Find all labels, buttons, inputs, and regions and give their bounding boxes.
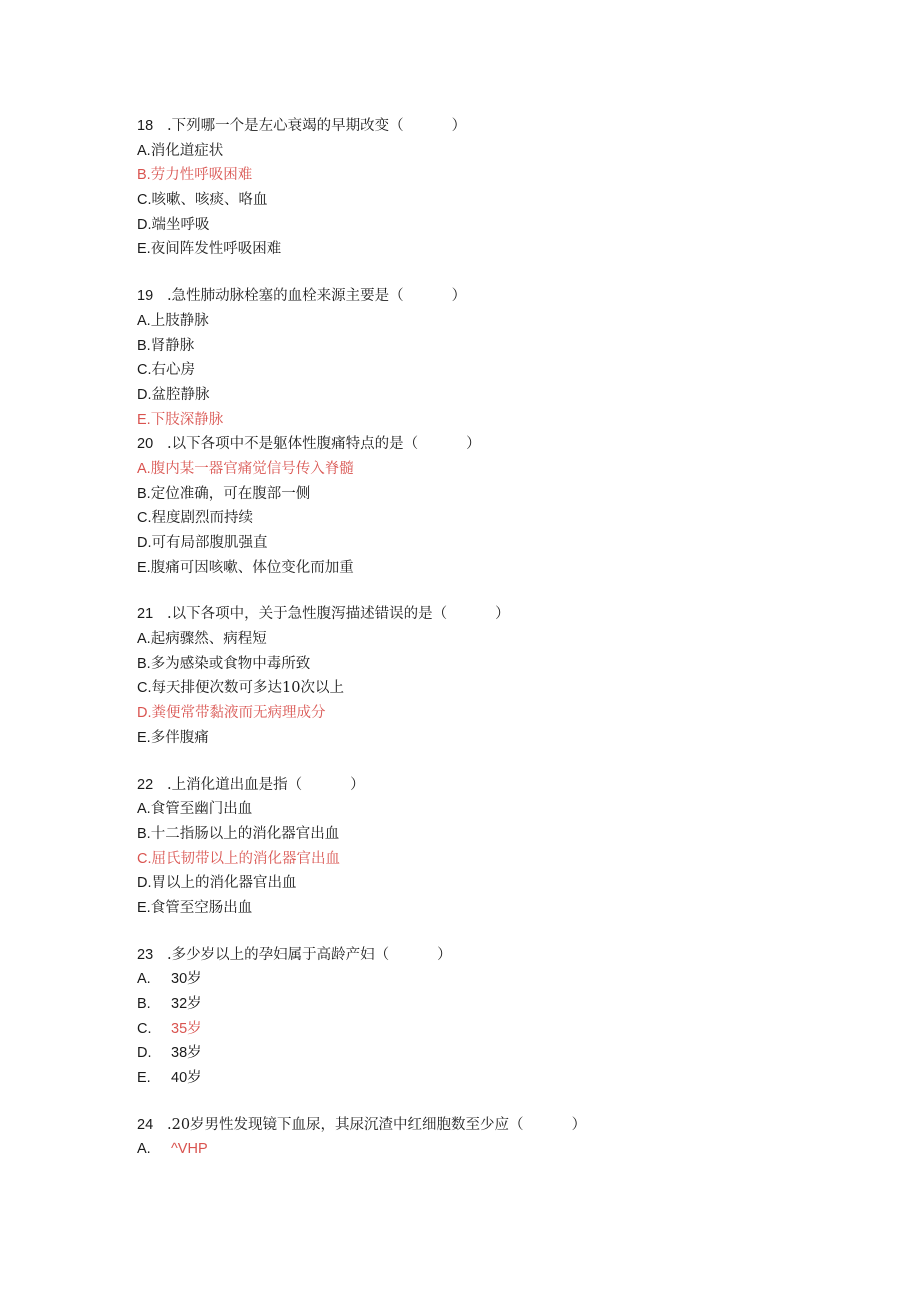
close-paren: ） (451, 118, 467, 134)
question-stem (137, 943, 857, 968)
option-text: 十二指肠以上的消化器官出血 (150, 825, 340, 842)
option-letter: E. (137, 559, 151, 576)
option-letter: C. (137, 362, 152, 379)
option (137, 822, 857, 847)
option (137, 797, 857, 822)
option-text: 夜间阵发性呼吸困难 (150, 241, 282, 258)
option-text: 起病骤然、病程短 (150, 631, 267, 648)
question-text: .以下各项中，关于急性腹泻描述错误的是（ (167, 606, 448, 623)
option-letter: A. (137, 142, 151, 159)
option (137, 383, 857, 408)
option (137, 309, 857, 334)
option (137, 482, 857, 507)
option (137, 992, 857, 1017)
close-paren: ） (437, 946, 452, 963)
question-number: 22 (137, 776, 154, 793)
option (137, 556, 857, 581)
question-text: .上消化道出血是指（ (167, 776, 303, 793)
close-paren: ） (350, 776, 365, 793)
option (137, 531, 857, 556)
option-letter: B. (137, 337, 151, 354)
exam-document (137, 114, 857, 1184)
option (137, 871, 857, 896)
question-stem (137, 1113, 857, 1138)
option-letter: D. (137, 216, 152, 233)
option (137, 1066, 857, 1091)
question-21 (137, 602, 857, 750)
close-paren: ） (495, 606, 510, 623)
question-24 (137, 1113, 857, 1162)
option (137, 506, 857, 531)
question-number: 20 (137, 436, 154, 453)
option-letter: E. (137, 899, 151, 916)
question-19 (137, 284, 857, 432)
option-text: 肾静脉 (150, 337, 195, 354)
question-stem (137, 432, 857, 457)
option-letter: C. (137, 510, 152, 527)
option-correct (137, 163, 857, 188)
question-text: .20岁男性发现镜下血尿，其尿沉渣中红细胞数至少应（ (167, 1116, 524, 1133)
question-18 (137, 114, 857, 262)
question-22 (137, 773, 857, 921)
question-text: .多少岁以上的孕妇属于高龄产妇（ (167, 946, 390, 963)
option-text: 屈氏韧带以上的消化器官出血 (151, 850, 340, 867)
question-number: 21 (137, 606, 154, 623)
question-text: .以下各项中不是躯体性腹痛特点的是（ (167, 436, 419, 453)
question-text: .下列哪一个是左心衰竭的早期改变（ (167, 118, 404, 134)
close-paren: ） (451, 288, 467, 305)
option-letter: E. (137, 729, 151, 746)
option (137, 358, 857, 383)
option-letter: A. (137, 460, 151, 477)
question-stem (137, 602, 857, 627)
option-letter: B. (137, 825, 151, 842)
question-stem (137, 284, 857, 309)
option-text: 食管至幽门出血 (150, 801, 253, 818)
option-letter: D. (137, 535, 152, 551)
option-letter: A. (137, 801, 151, 818)
option-text-correct: 35岁 (171, 1020, 202, 1037)
option-letter: C. (137, 1020, 152, 1037)
option-letter: B. (137, 485, 151, 502)
option-letter: A. (137, 631, 151, 648)
question-stem (137, 114, 857, 139)
option-letter: E. (137, 411, 151, 428)
option-text: 定位准确，可在腹部一侧 (150, 485, 311, 502)
option-text: 32岁 (171, 996, 202, 1012)
question-20 (137, 432, 857, 580)
option-letter: B. (137, 996, 151, 1012)
option-text: 盆腔静脉 (151, 386, 210, 403)
option-letter: A. (137, 312, 151, 329)
option-text: 食管至空肠出血 (150, 899, 253, 916)
option-text: 38岁 (171, 1045, 202, 1062)
option (137, 676, 857, 701)
option-text: 粪便常带黏液而无病理成分 (151, 705, 326, 722)
question-number: 23 (137, 946, 154, 963)
question-number: 24 (137, 1116, 154, 1133)
option (137, 1041, 857, 1066)
option-text: 消化道症状 (150, 142, 224, 159)
option-correct (137, 701, 857, 726)
option-text: 劳力性呼吸困难 (150, 167, 253, 184)
question-number: 18 (137, 118, 154, 134)
option-text: 胃以上的消化器官出血 (151, 875, 297, 892)
option-text: 咳嗽、咳痰、咯血 (151, 192, 268, 209)
option-text: 多伴腹痛 (150, 729, 209, 746)
close-paren: ） (466, 436, 481, 453)
option-text: 多为感染或食物中毒所致 (150, 655, 311, 672)
option-letter: D. (137, 875, 152, 892)
option (137, 1137, 857, 1162)
question-number: 19 (137, 288, 154, 305)
option-letter: E. (137, 1070, 151, 1087)
option-correct (137, 847, 857, 872)
option (137, 334, 857, 359)
option-letter: D. (137, 705, 152, 722)
question-text: .急性肺动脉栓塞的血栓来源主要是（ (167, 288, 404, 305)
option-text: 40岁 (171, 1070, 202, 1087)
option-letter: D. (137, 386, 152, 403)
option (137, 652, 857, 677)
option-text: 上肢静脉 (150, 312, 209, 329)
option-text: 可有局部腹肌强直 (151, 535, 268, 551)
option (137, 726, 857, 751)
option-letter: A. (137, 1141, 151, 1158)
option-letter: B. (137, 655, 151, 672)
option-letter: C. (137, 192, 152, 209)
option-letter: B. (137, 167, 151, 184)
option-correct (137, 408, 857, 433)
option (137, 627, 857, 652)
option (137, 1017, 857, 1042)
option-text: 腹痛可因咳嗽、体位变化而加重 (150, 559, 354, 576)
option (137, 213, 857, 238)
option-correct (137, 457, 857, 482)
option-text: 程度剧烈而持续 (151, 510, 253, 527)
option (137, 188, 857, 213)
option-text: 腹内某一器官痛觉信号传入脊髓 (150, 460, 354, 477)
option (137, 896, 857, 921)
option-text: 每天排便次数可多达10次以上 (151, 680, 344, 697)
question-stem (137, 773, 857, 798)
option (137, 139, 857, 164)
option-letter: C. (137, 850, 152, 867)
option-text: 右心房 (151, 362, 195, 379)
option-text: 下肢深静脉 (150, 411, 224, 428)
close-paren: ） (571, 1116, 587, 1133)
option (137, 967, 857, 992)
option-text: 30岁 (171, 971, 202, 988)
option-letter: C. (137, 680, 152, 697)
option-text: 端坐呼吸 (151, 216, 210, 233)
question-23 (137, 943, 857, 1091)
option-letter: E. (137, 241, 151, 258)
option-text-correct: ^VHP (171, 1141, 208, 1158)
option-letter: A. (137, 971, 151, 988)
option (137, 237, 857, 262)
option-letter: D. (137, 1045, 152, 1062)
